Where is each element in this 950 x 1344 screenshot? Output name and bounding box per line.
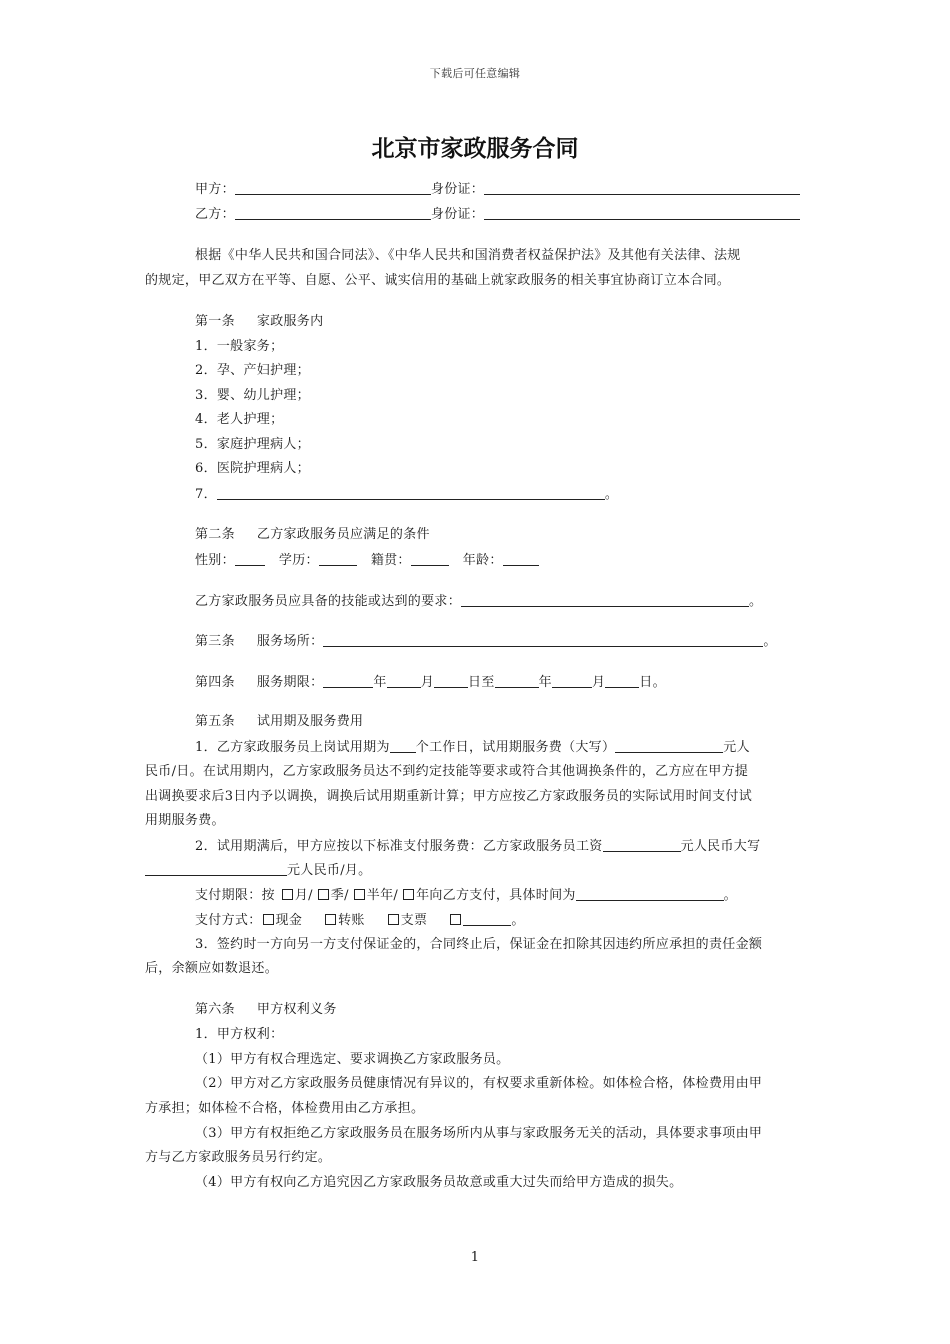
- article-1-heading: [195, 314, 323, 330]
- checkbox-cash[interactable]: [263, 914, 274, 925]
- article-1-number: 第一条: [195, 314, 235, 329]
- art5-p3-line-1: 3．签约时一方向另一方支付保证金的，合同终止后，保证金在扣除其因违约所应承担的责任金额: [195, 937, 763, 952]
- party-b-label: 乙方：: [195, 207, 235, 222]
- service-location-blank[interactable]: [323, 633, 763, 647]
- article-5-number: 第五条: [195, 714, 235, 729]
- skills-blank[interactable]: [461, 593, 749, 607]
- article-2-title: 乙方家政服务员应满足的条件: [256, 527, 430, 542]
- article-3-line: 第三条 服务场所： 。: [195, 634, 777, 649]
- art6-right-1: （1）甲方有权合理选定、要求调换乙方家政服务员。: [195, 1052, 510, 1067]
- trial-fee-blank[interactable]: [615, 739, 723, 753]
- art5-p2-line-2: 元人民币/月。: [145, 862, 371, 879]
- party-a-name-blank[interactable]: [235, 181, 431, 195]
- art6-right-3-line-2: 方与乙方家政服务员另行约定。: [145, 1150, 332, 1165]
- trial-days-blank[interactable]: [390, 739, 416, 753]
- checkbox-quarterly[interactable]: [318, 889, 329, 900]
- party-a-id-blank[interactable]: [484, 181, 800, 195]
- party-a-label: 甲方：: [195, 182, 235, 197]
- article-2-heading: [195, 527, 430, 543]
- party-b-id-blank[interactable]: [484, 206, 800, 220]
- article-4-line: 第四条 服务期限： 年 月 日至 年 月 日。: [195, 675, 666, 690]
- article-6-heading: [195, 1002, 337, 1018]
- party-b-id-label: 身份证：: [430, 207, 485, 222]
- service-item-4: 4．老人护理；: [195, 412, 284, 427]
- wage-blank[interactable]: [603, 838, 681, 852]
- service-item-1: 1．一般家务；: [195, 339, 284, 354]
- origin-blank[interactable]: [411, 552, 449, 566]
- age-blank[interactable]: [503, 552, 539, 566]
- education-blank[interactable]: [319, 552, 357, 566]
- article-5-heading: [195, 714, 363, 730]
- article-4-number: 第四条: [195, 675, 235, 690]
- checkbox-monthly[interactable]: [282, 889, 293, 900]
- checkbox-half-year[interactable]: [354, 889, 365, 900]
- gender-blank[interactable]: [235, 552, 265, 566]
- end-month-blank[interactable]: [552, 674, 592, 688]
- art5-p3-line-2: 后，余额应如数退还。: [145, 961, 279, 976]
- article-1-title: 家政服务内: [256, 314, 324, 329]
- service-item-7: 7． 。: [195, 487, 619, 502]
- art6-right-2-line-2: 方承担；如体检不合格，体检费用由乙方承担。: [145, 1101, 425, 1116]
- article-2-number: 第二条: [195, 527, 235, 542]
- skills-line: 乙方家政服务员应具备的技能或达到的要求： 。: [195, 594, 763, 609]
- party-a-line: [195, 181, 800, 198]
- art5-p1-line-2: 民币/日。在试用期内，乙方家政服务员达不到约定技能等要求或符合其他调换条件的，乙方应在甲方提: [145, 764, 749, 779]
- article-6-title: 甲方权利义务: [256, 1002, 337, 1017]
- intro-line-2: 的规定，甲乙双方在平等、自愿、公平、诚实信用的基础上就家政服务的相关事宜协商订立本合同。: [145, 273, 731, 288]
- page-header: 下载后可任意编辑: [429, 67, 521, 80]
- service-item-5: 5．家庭护理病人；: [195, 437, 310, 452]
- end-day-blank[interactable]: [605, 674, 639, 688]
- requirements-line: 性别： 学历： 籍贯： 年龄：: [195, 552, 539, 569]
- payment-method-line: 支付方式： 现金 转账 支票 。: [195, 913, 525, 928]
- art6-right-3-line-1: （3）甲方有权拒绝乙方家政服务员在服务场所内从事与家政服务无关的活动，具体要求事项由甲: [195, 1126, 763, 1141]
- checkbox-yearly[interactable]: [403, 889, 414, 900]
- checkbox-transfer[interactable]: [325, 914, 336, 925]
- party-a-id-label: 身份证：: [430, 182, 485, 197]
- service-item-3: 3．婴、幼儿护理；: [195, 388, 310, 403]
- end-year-blank[interactable]: [495, 674, 539, 688]
- document-title: 北京市家政服务合同: [371, 136, 579, 162]
- art5-p1-line-4: 用期服务费。: [145, 813, 225, 828]
- party-b-name-blank[interactable]: [235, 206, 431, 220]
- intro-line-1: 根据《中华人民共和国合同法》、《中华人民共和国消费者权益保护法》及其他有关法律、法规: [195, 248, 741, 263]
- payment-period-line: 支付期限：按 月/ 季/ 半年/ 年向乙方支付，具体时间为 。: [195, 888, 737, 903]
- start-month-blank[interactable]: [387, 674, 421, 688]
- start-year-blank[interactable]: [323, 674, 373, 688]
- service-item-6: 6．医院护理病人；: [195, 461, 310, 476]
- article-6-number: 第六条: [195, 1002, 235, 1017]
- art6-sub-1: 1．甲方权利：: [195, 1027, 284, 1042]
- article-5-title: 试用期及服务费用: [256, 714, 364, 729]
- art5-p1-line-3: 出调换要求后3日内予以调换，调换后试用期重新计算；甲方应按乙方家政服务员的实际试用时间支付试: [145, 789, 753, 804]
- checkbox-other[interactable]: [450, 914, 461, 925]
- page-number: 1: [470, 1250, 480, 1265]
- art6-right-4: （4）甲方有权向乙方追究因乙方家政服务员故意或重大过失而给甲方造成的损失。: [195, 1175, 683, 1190]
- party-b-line: [195, 206, 800, 223]
- art6-right-2-line-1: （2）甲方对乙方家政服务员健康情况有异议的，有权要求重新体检。如体检合格，体检费用由甲: [195, 1076, 763, 1091]
- art5-p1-line-1: 1．乙方家政服务员上岗试用期为 个工作日，试用期服务费（大写） 元人: [195, 740, 750, 755]
- payment-time-blank[interactable]: [576, 887, 724, 901]
- service-item-2: 2．孕、产妇护理；: [195, 363, 310, 378]
- service-item-7-blank[interactable]: [217, 486, 605, 500]
- start-day-blank[interactable]: [434, 674, 468, 688]
- other-method-blank[interactable]: [463, 912, 511, 926]
- art5-p2-line-1: 2．试用期满后，甲方应按以下标准支付服务费：乙方家政服务员工资 元人民币大写: [195, 839, 761, 854]
- article-3-number: 第三条: [195, 634, 235, 649]
- checkbox-cheque[interactable]: [388, 914, 399, 925]
- wage-uppercase-blank[interactable]: [145, 862, 287, 876]
